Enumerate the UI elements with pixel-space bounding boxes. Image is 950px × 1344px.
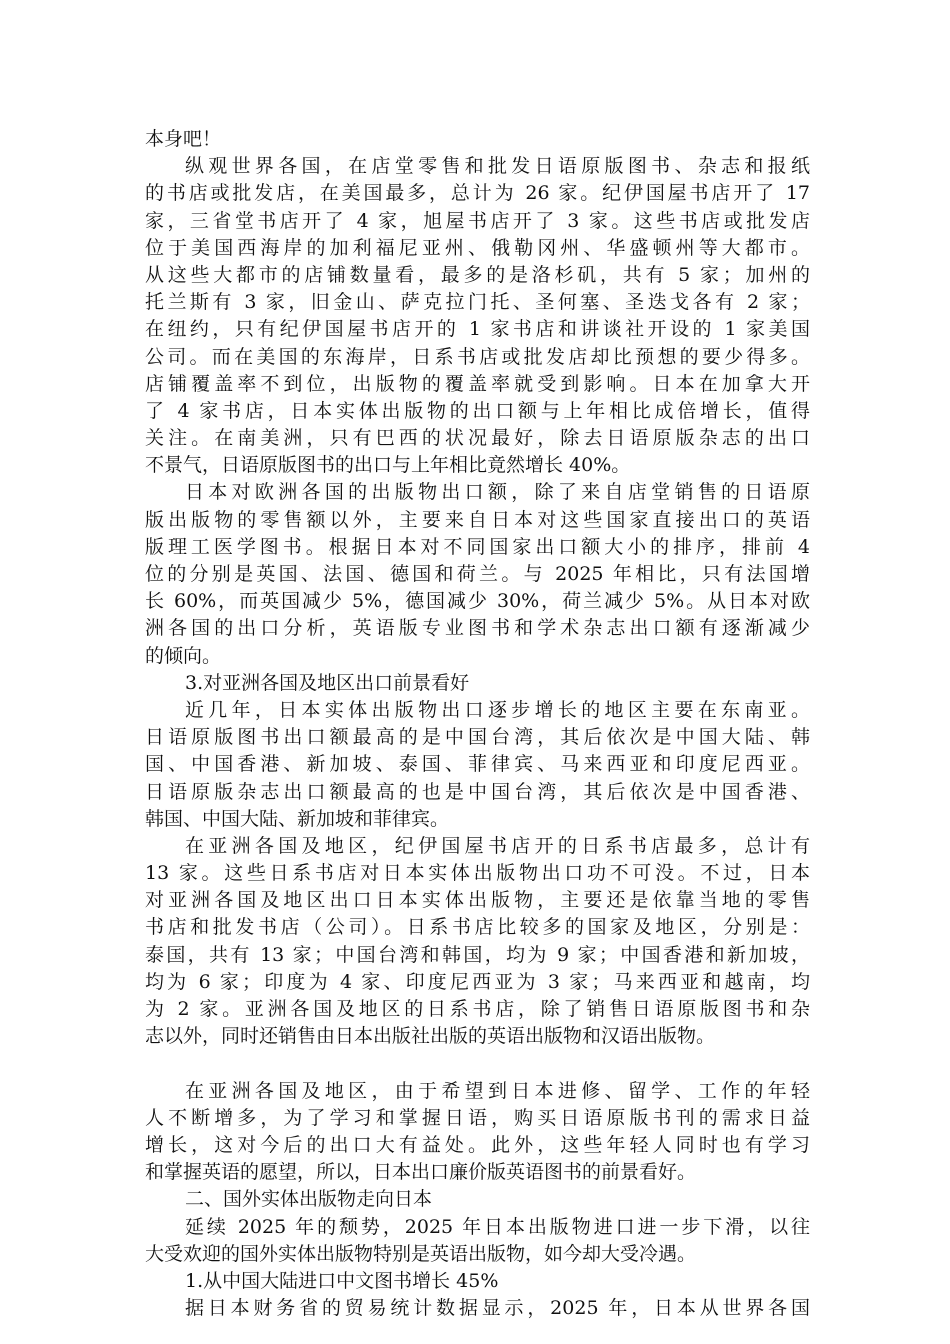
text-line: 位的分别是英国、法国、德国和荷兰。与 2025 年相比，只有法国增 xyxy=(145,563,810,585)
paragraph xyxy=(145,1295,810,1322)
text-line: 关注。在南美洲，只有巴西的状况最好，除去日语原版杂志的出口 xyxy=(145,427,810,450)
paragraph xyxy=(145,1268,810,1295)
text-line: 纵观世界各国，在店堂零售和批发日语原版图书、杂志和报纸 xyxy=(185,155,810,178)
text-line: 位于美国西海岸的加利福尼亚州、俄勒冈州、华盛顿州等大都市。 xyxy=(145,236,810,259)
text-line: 本身吧！ xyxy=(145,128,222,150)
text-line: 延续 2025 年的颓势，2025 年日本出版物进口进一步下滑，以往 xyxy=(185,1215,810,1238)
text-line: 的倾向。 xyxy=(145,644,222,667)
text-line: 日语原版杂志出口额最高的也是中国台湾，其后依次是中国香港、 xyxy=(145,780,810,803)
text-line: 的书店或批发店，在美国最多，总计为 26 家。纪伊国屋书店开了 17 xyxy=(145,182,810,205)
text-line: 家，三省堂书店开了 4 家，旭屋书店开了 3 家。这些书店或批发店 xyxy=(145,209,810,232)
text-line: 均为 6 家；印度为 4 家、印度尼西亚为 3 家；马来西亚和越南，均 xyxy=(145,970,810,993)
paragraph xyxy=(145,1214,810,1268)
text-line: 韩国、中国大陆、新加坡和菲律宾。 xyxy=(145,807,450,830)
blank-line xyxy=(145,1050,810,1077)
paragraph xyxy=(145,697,810,833)
text-line: 增长，这对今后的出口大有益处。此外，这些年轻人同时也有学习 xyxy=(145,1133,810,1156)
text-line: 了 4 家书店，日本实体出版物的出口额与上年相比成倍增长，值得 xyxy=(145,399,810,422)
paragraph xyxy=(145,833,810,1051)
text-line: 大受欢迎的国外实体出版物特别是英语出版物，如今却大受冷遇。 xyxy=(145,1242,697,1265)
paragraph xyxy=(145,670,810,697)
text-line: 不景气，日语原版图书的出口与上年相比竟然增长 40%。 xyxy=(145,454,631,477)
text-line: 国、中国香港、新加坡、泰国、菲律宾、马来西亚和印度尼西亚。 xyxy=(145,753,810,776)
text-line: 在纽约，只有纪伊国屋书店开的 1 家书店和讲谈社开设的 1 家美国 xyxy=(145,318,810,341)
paragraph xyxy=(145,153,810,479)
text-line: 公司。而在美国的东海岸，日系书店或批发店却比预想的要少得多。 xyxy=(145,345,810,368)
paragraph xyxy=(145,1186,810,1213)
text-line: 书店和批发书店（公司）。日系书店比较多的国家及地区，分别是： xyxy=(145,916,810,939)
paragraph xyxy=(145,479,810,669)
text-line: 洲各国的出口分析，英语版专业图书和学术杂志出口额有逐渐减少 xyxy=(145,617,810,640)
text-line: 在亚洲各国及地区，纪伊国屋书店开的日系书店最多，总计有 xyxy=(185,834,810,857)
text-line: 人不断增多，为了学习和掌握日语，购买日语原版书刊的需求日益 xyxy=(145,1106,810,1129)
text-line: 和掌握英语的愿望，所以，日本出口廉价版英语图书的前景看好。 xyxy=(145,1161,697,1184)
text-line: 1.从中国大陆进口中文图书增长 45% xyxy=(185,1269,499,1292)
text-line: 对亚洲各国及地区出口日本实体出版物，主要还是依靠当地的零售 xyxy=(145,889,810,912)
text-line: 二、国外实体出版物走向日本 xyxy=(185,1188,433,1211)
text-line: 店铺覆盖率不到位，出版物的覆盖率就受到影响。日本在加拿大开 xyxy=(145,372,810,395)
paragraph xyxy=(145,1078,810,1187)
text-line: 泰国，共有 13 家；中国台湾和韩国，均为 9 家；中国香港和新加坡， xyxy=(145,943,810,966)
text-line: 日本对欧洲各国的出版物出口额，除了来自店堂销售的日语原 xyxy=(185,481,810,504)
text-line: 据日本财务省的贸易统计数据显示，2025 年，日本从世界各国 xyxy=(185,1297,810,1320)
text-line: 长 60%，而英国减少 5%，德国减少 30%，荷兰减少 5%。从日本对欧 xyxy=(145,590,810,613)
text-line: 从这些大都市的店铺数量看，最多的是洛杉矶，共有 5 家；加州的 xyxy=(145,263,810,286)
text-line: 在亚洲各国及地区，由于希望到日本进修、留学、工作的年轻 xyxy=(185,1079,810,1102)
text-line: 近几年，日本实体出版物出口逐步增长的地区主要在东南亚。 xyxy=(185,698,810,721)
text-line: 托兰斯有 3 家，旧金山、萨克拉门托、圣何塞、圣迭戈各有 2 家； xyxy=(145,291,810,314)
text-line: 13 家。这些日系书店对日本实体出版物出口功不可没。不过，日本 xyxy=(145,862,810,885)
document-page xyxy=(145,126,810,1322)
text-line: 日语原版图书出口额最高的是中国台湾，其后依次是中国大陆、韩 xyxy=(145,726,810,749)
text-line: 志以外，同时还销售由日本出版社出版的英语出版物和汉语出版物。 xyxy=(145,1025,716,1048)
text-line: 3.对亚洲各国及地区出口前景看好 xyxy=(185,671,470,694)
paragraph xyxy=(145,126,810,153)
text-line: 版理工医学图书。根据日本对不同国家出口额大小的排序，排前 4 xyxy=(145,535,810,558)
text-line: 为 2 家。亚洲各国及地区的日系书店，除了销售日语原版图书和杂 xyxy=(145,998,810,1020)
text-line: 版出版物的零售额以外，主要来自日本对这些国家直接出口的英语 xyxy=(145,508,810,531)
